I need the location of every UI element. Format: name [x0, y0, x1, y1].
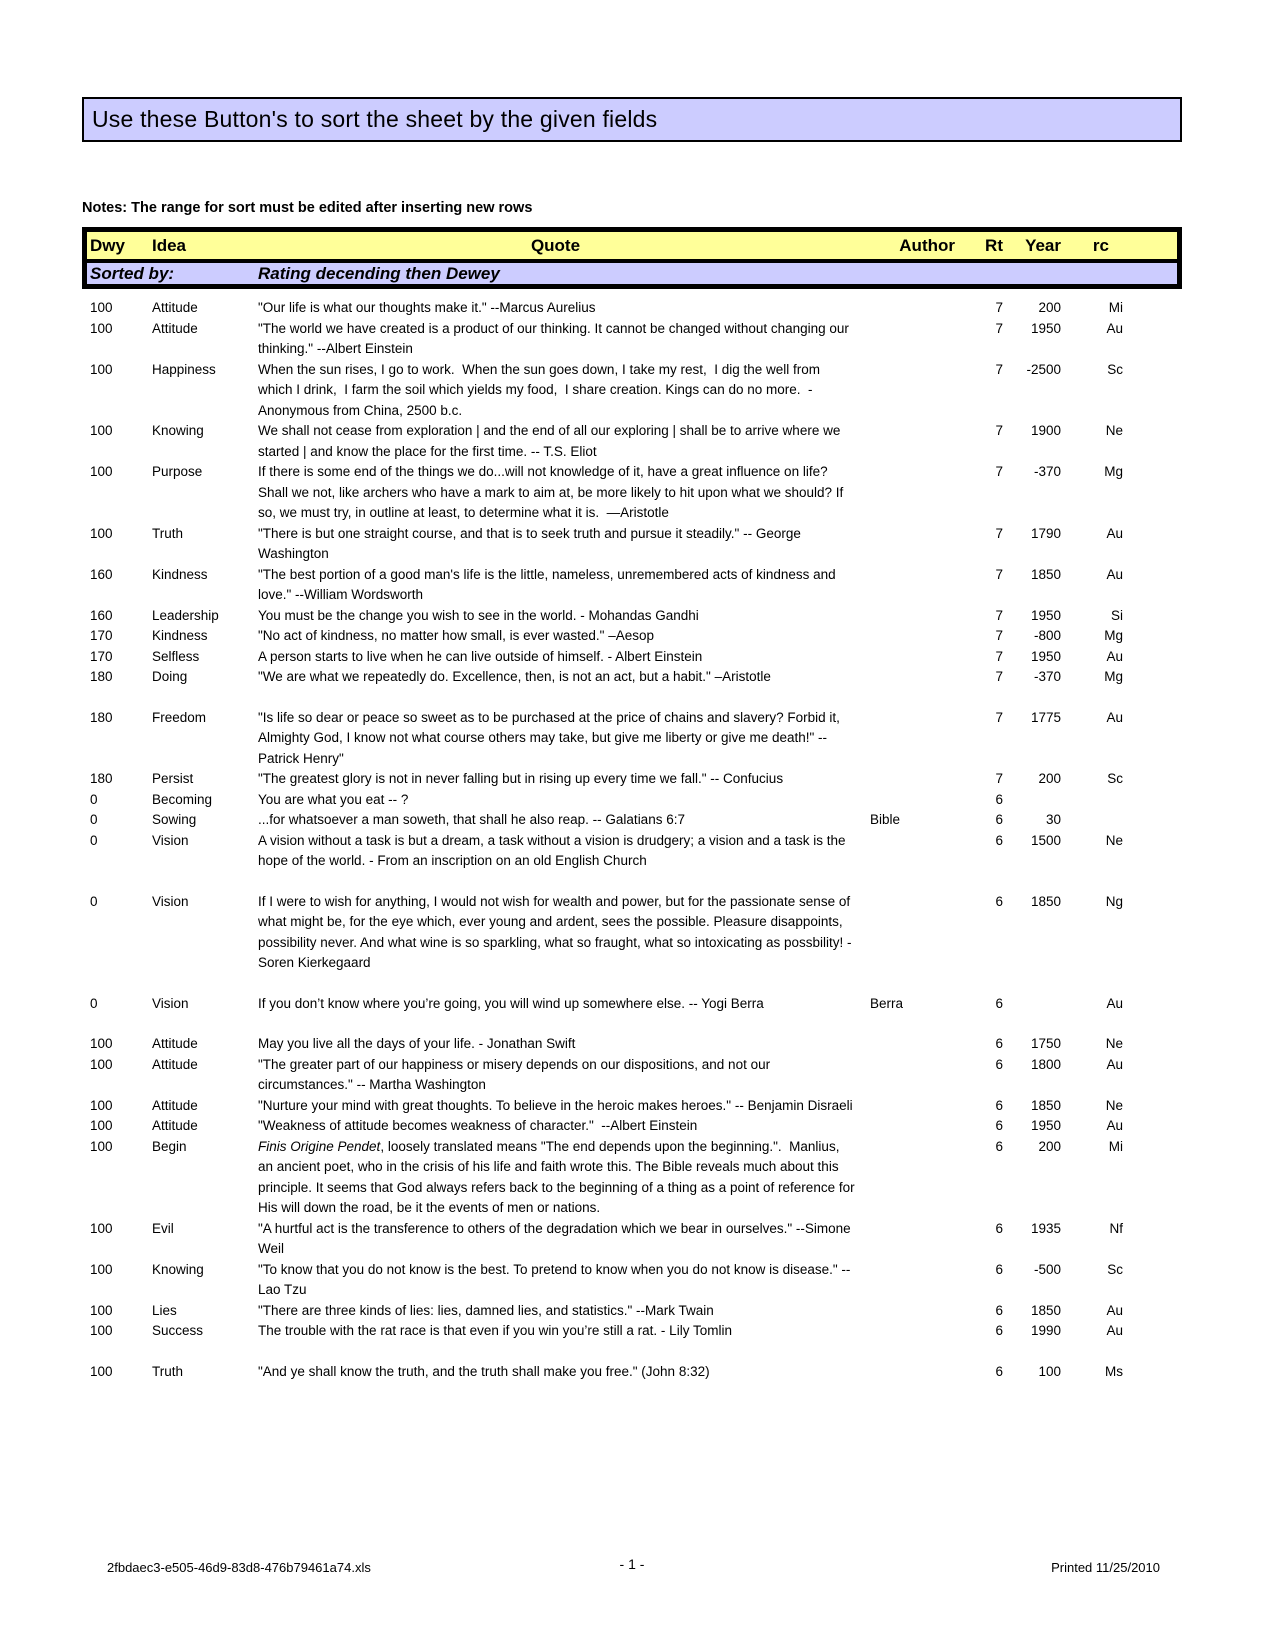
cell-rc: Mg	[1104, 669, 1123, 684]
table-row	[82, 462, 1182, 524]
cell-rc: Au	[1106, 1323, 1123, 1338]
footer-print-date: Printed 11/25/2010	[1051, 1560, 1160, 1575]
cell-idea: Leadership	[152, 607, 219, 623]
cell-dwy: 100	[90, 1261, 113, 1277]
sort-button-rt[interactable]: Rt	[985, 235, 1003, 255]
table-row	[82, 790, 1182, 811]
cell-rc: Au	[1106, 566, 1123, 582]
cell-rt: 7	[995, 669, 1003, 684]
table-row	[82, 1260, 1182, 1301]
cell-rt: 6	[995, 1363, 1003, 1379]
cell-rt: 7	[995, 423, 1003, 438]
sort-button-author[interactable]: Author	[899, 235, 955, 255]
cell-dwy: 180	[90, 709, 113, 725]
cell-dwy: 100	[90, 1138, 113, 1154]
cell-rc: Ne	[1105, 423, 1123, 438]
cell-rt: 7	[995, 300, 1003, 315]
cell-year: 1990	[1030, 1323, 1061, 1338]
cell-year: 30	[1045, 812, 1061, 827]
cell-rt: 7	[995, 361, 1003, 377]
cell-dwy: 100	[90, 1363, 113, 1379]
cell-year: 1750	[1030, 1036, 1061, 1051]
table-row	[82, 565, 1182, 606]
cell-dwy: 100	[90, 320, 113, 336]
cell-rc: Mi	[1108, 1138, 1123, 1154]
cell-rt: 7	[995, 771, 1003, 786]
sorted-by-row	[87, 259, 1177, 284]
cell-year: 200	[1038, 1138, 1061, 1154]
cell-rc: Au	[1106, 525, 1123, 541]
cell-quote: "And ye shall know the truth, and the truth shall make you free." (John 8:32)	[258, 1363, 710, 1379]
cell-idea: Attitude	[152, 300, 198, 315]
cell-dwy: 100	[90, 464, 113, 479]
table-row	[82, 1055, 1182, 1096]
table-row	[82, 1034, 1182, 1055]
cell-rt: 6	[995, 1097, 1003, 1113]
cell-year: 1950	[1030, 648, 1061, 664]
cell-dwy: 100	[90, 1220, 113, 1236]
cell-rc: Sc	[1107, 361, 1123, 377]
cell-year: -2500	[1026, 361, 1061, 377]
cell-quote: "The best portion of a good man's life is the little, nameless, unremembered acts of kindness and love." --William Wordsworth	[258, 566, 840, 602]
cell-quote: "There are three kinds of lies: lies, damned lies, and statistics." --Mark Twain	[258, 1302, 714, 1318]
cell-rt: 7	[995, 464, 1003, 479]
cell-year: 1790	[1030, 525, 1061, 541]
cell-dwy: 170	[90, 628, 113, 643]
cell-rt: 7	[995, 525, 1003, 541]
sort-button-quote[interactable]: Quote	[530, 235, 581, 255]
cell-quote: "Our life is what our thoughts make it." --Marcus Aurelius	[258, 300, 596, 315]
table-row	[82, 1137, 1182, 1219]
cell-year: 1500	[1030, 832, 1061, 848]
cell-rc: Sc	[1107, 771, 1123, 786]
table-row	[82, 1321, 1182, 1342]
cell-quote: When the sun rises, I go to work. When the sun goes down, I take my rest, I dig the well from which I drink, I farm the soil which yields my food, I share creation. Kings can do no more. - Anonymous from China, 2500 b.c.	[258, 361, 824, 418]
cell-rt: 7	[995, 320, 1003, 336]
quote-rows	[82, 298, 1182, 1382]
cell-dwy: 0	[90, 995, 98, 1011]
table-row	[82, 647, 1182, 668]
sorted-by-label: Sorted by:	[90, 263, 175, 283]
footer-page-number: - 1 -	[619, 1556, 645, 1572]
cell-quote: We shall not cease from exploration | and the end of all our exploring | shall be to arrive where we started | and know the place for the first time. -- T.S. Eliot	[258, 423, 845, 459]
cell-rt: 6	[995, 1138, 1003, 1154]
cell-quote: If there is some end of the things we do...will not knowledge of it, have a great influence on life? Shall we not, like archers who have a mark to aim at, be more likely to hit upon what we should? If so, we must try, in outline at least, to determine what it is. —Aristotle	[258, 464, 848, 520]
cell-year: 1850	[1030, 566, 1061, 582]
table-row	[82, 1116, 1182, 1137]
cell-dwy: 160	[90, 607, 113, 623]
cell-rc: Au	[1106, 320, 1123, 336]
cell-author: Bible	[870, 812, 901, 827]
cell-idea: Lies	[152, 1302, 177, 1318]
cell-idea: Selfless	[152, 648, 200, 664]
cell-idea: Freedom	[152, 709, 207, 725]
cell-idea: Truth	[152, 525, 184, 541]
table-row	[82, 994, 1182, 1015]
sort-button-dwy[interactable]: Dwy	[90, 235, 125, 255]
cell-year: 1850	[1030, 1302, 1061, 1318]
table-row	[82, 1219, 1182, 1260]
cell-dwy: 100	[90, 300, 113, 315]
cell-rt: 7	[995, 709, 1003, 725]
cell-rt: 6	[995, 1220, 1003, 1236]
notes-line: Notes: The range for sort must be edited after inserting new rows	[82, 200, 533, 216]
cell-quote: You are what you eat -- ?	[258, 791, 409, 807]
cell-quote: "No act of kindness, no matter how small, is ever wasted." –Aesop	[258, 628, 655, 643]
table-row	[82, 298, 1182, 319]
cell-author: Berra	[870, 995, 904, 1011]
cell-year: 1950	[1030, 1118, 1061, 1133]
cell-dwy: 100	[90, 361, 113, 377]
cell-rc: Sc	[1107, 1261, 1123, 1277]
cell-quote: "Nurture your mind with great thoughts. To believe in the heroic makes heroes." -- Benjamin Disraeli	[258, 1097, 853, 1113]
cell-rc: Si	[1110, 607, 1123, 623]
cell-quote: May you live all the days of your life. - Jonathan Swift	[258, 1036, 576, 1051]
cell-year: 1800	[1030, 1056, 1061, 1072]
cell-dwy: 100	[90, 1097, 113, 1113]
cell-rc: Au	[1106, 1118, 1123, 1133]
cell-rc: Au	[1106, 709, 1123, 725]
cell-rt: 6	[995, 995, 1003, 1011]
table-row	[82, 524, 1182, 565]
cell-dwy: 180	[90, 669, 113, 684]
cell-rc: Ms	[1105, 1363, 1123, 1379]
table-row	[82, 708, 1182, 770]
cell-rt: 6	[995, 812, 1003, 827]
cell-year: -370	[1033, 464, 1061, 479]
cell-quote: "To know that you do not know is the best. To pretend to know when you do not know is disease." --Lao Tzu	[258, 1261, 851, 1297]
table-row	[82, 769, 1182, 790]
sort-instructions-banner	[82, 97, 1182, 142]
cell-quote: ...for whatsoever a man soweth, that shall he also reap. -- Galatians 6:7	[258, 812, 685, 827]
cell-idea: Vision	[152, 832, 189, 848]
cell-quote: If you don’t know where you’re going, you will wind up somewhere else. -- Yogi Berra	[258, 995, 764, 1011]
cell-rc: Au	[1106, 1056, 1123, 1072]
cell-dwy: 0	[90, 791, 98, 807]
cell-rt: 6	[995, 1056, 1003, 1072]
cell-idea: Vision	[152, 893, 189, 909]
cell-dwy: 100	[90, 1302, 113, 1318]
cell-year: 1850	[1030, 893, 1061, 909]
cell-quote: You must be the change you wish to see in the world. - Mohandas Gandhi	[258, 607, 699, 623]
cell-quote: "A hurtful act is the transference to others of the degradation which we bear in ourselves." --Simone Weil	[258, 1220, 855, 1256]
cell-year: 1950	[1030, 320, 1061, 336]
cell-dwy: 170	[90, 648, 113, 664]
cell-dwy: 100	[90, 1323, 113, 1338]
table-row	[82, 421, 1182, 462]
cell-idea: Success	[152, 1323, 204, 1338]
table-row	[82, 1301, 1182, 1322]
cell-quote: "There is but one straight course, and that is to seek truth and pursue it steadily." -- George Washington	[258, 525, 805, 561]
cell-year: 1950	[1030, 607, 1061, 623]
cell-rc: Au	[1106, 1302, 1123, 1318]
cell-quote: "Is life so dear or peace so sweet as to be purchased at the price of chains and slavery? Forbid it, Almighty God, I know not what course others may take, but give me liberty or give me death!" -- Patrick Henry"	[258, 709, 843, 766]
sort-instructions-text: Use these Button's to sort the sheet by the given fields	[92, 106, 658, 132]
cell-idea: Happiness	[152, 361, 216, 377]
cell-idea: Attitude	[152, 1036, 198, 1051]
cell-idea: Knowing	[152, 423, 204, 438]
cell-rc: Mi	[1108, 300, 1123, 315]
cell-rc: Ne	[1105, 1097, 1123, 1113]
cell-idea: Attitude	[152, 1097, 198, 1113]
cell-quote: The trouble with the rat race is that even if you win you’re still a rat. - Lily Tomlin	[258, 1323, 732, 1338]
footer-filename: 2fbdaec3-e505-46d9-83d8-476b79461a74.xls	[107, 1560, 371, 1575]
cell-rt: 6	[995, 1036, 1003, 1051]
cell-idea: Kindness	[152, 566, 208, 582]
cell-quote: "The world we have created is a product of our thinking. It cannot be changed without changing our thinking." --Albert Einstein	[258, 320, 853, 356]
cell-dwy: 100	[90, 1118, 113, 1133]
cell-dwy: 0	[90, 812, 98, 827]
cell-year: 1935	[1030, 1220, 1061, 1236]
cell-year: 100	[1038, 1363, 1061, 1379]
cell-idea: Attitude	[152, 1118, 198, 1133]
cell-idea: Attitude	[152, 320, 198, 336]
cell-quote: If I were to wish for anything, I would not wish for wealth and power, but for the passionate sense of what might be, for the eye which, ever young and ardent, sees the possible. Pleasure disappoints, possibility never. And what wine is so sparkling, what so fraught, what so intoxicating as possbility! - Soren Kierkegaard	[258, 893, 856, 970]
cell-year: 1775	[1030, 709, 1061, 725]
cell-rt: 6	[995, 1323, 1003, 1338]
cell-rt: 6	[995, 832, 1003, 848]
table-row	[82, 810, 1182, 831]
table-row	[82, 1362, 1182, 1383]
printed-sheet-page	[82, 0, 1182, 1382]
cell-rc: Nf	[1109, 1220, 1123, 1236]
cell-idea: Evil	[152, 1220, 174, 1236]
table-row	[82, 831, 1182, 872]
print-footer	[82, 1556, 1182, 1578]
table-row	[82, 606, 1182, 627]
quote-table-header	[82, 227, 1182, 289]
column-header-row	[87, 232, 1177, 259]
cell-year: -500	[1033, 1261, 1061, 1277]
cell-idea: Begin	[152, 1138, 187, 1154]
cell-dwy: 100	[90, 1036, 113, 1051]
cell-quote: "Weakness of attitude becomes weakness of character." --Albert Einstein	[258, 1118, 698, 1133]
cell-rt: 6	[995, 1261, 1003, 1277]
cell-idea: Knowing	[152, 1261, 204, 1277]
cell-rc: Au	[1106, 648, 1123, 664]
cell-rt: 7	[995, 628, 1003, 643]
cell-rt: 7	[995, 648, 1003, 664]
cell-year: -800	[1033, 628, 1061, 643]
cell-rt: 6	[995, 791, 1003, 807]
cell-rc: Ne	[1105, 1036, 1123, 1051]
cell-idea: Sowing	[152, 812, 197, 827]
cell-idea: Purpose	[152, 464, 203, 479]
cell-rc: Mg	[1104, 628, 1123, 643]
cell-idea: Vision	[152, 995, 189, 1011]
sort-button-year[interactable]: Year	[1025, 235, 1061, 255]
cell-year: 200	[1038, 771, 1061, 786]
cell-quote: Finis Origine Pendet, loosely translated means "The end depends upon the beginning.". Manlius, an ancient poet, who in the crisis of his life and faith wrote this. The Bible reveals much about this principle. It seems that God always refers back to the beginning of a thing as a point of reference for His will down the road, be it the events of men or nations.	[258, 1138, 859, 1215]
cell-dwy: 0	[90, 832, 98, 848]
cell-dwy: 100	[90, 1056, 113, 1072]
sort-button-idea[interactable]: Idea	[152, 235, 187, 255]
cell-rt: 6	[995, 1118, 1003, 1133]
cell-year: 200	[1038, 300, 1061, 315]
cell-year: -370	[1033, 669, 1061, 684]
cell-quote: A person starts to live when he can live outside of himself. - Albert Einstein	[258, 648, 703, 664]
cell-dwy: 100	[90, 423, 113, 438]
cell-quote: "We are what we repeatedly do. Excellence, then, is not an act, but a habit." –Aristotle	[258, 669, 771, 684]
cell-rt: 7	[995, 566, 1003, 582]
cell-quote: "The greatest glory is not in never falling but in rising up every time we fall." -- Confucius	[258, 771, 784, 786]
cell-year: 1850	[1030, 1097, 1061, 1113]
cell-rc: Ng	[1105, 893, 1123, 909]
table-row	[82, 360, 1182, 422]
cell-dwy: 160	[90, 566, 113, 582]
table-row	[82, 892, 1182, 974]
cell-idea: Becoming	[152, 791, 213, 807]
cell-dwy: 180	[90, 771, 113, 786]
sort-button-rc[interactable]: rc	[1092, 235, 1109, 255]
cell-idea: Truth	[152, 1363, 184, 1379]
table-row	[82, 667, 1182, 688]
cell-dwy: 0	[90, 893, 98, 909]
cell-quote: A vision without a task is but a dream, a task without a vision is drudgery; a vision and a task is the hope of the world. - From an inscription on an old English Church	[258, 832, 850, 868]
cell-year: 1900	[1030, 423, 1061, 438]
cell-idea: Kindness	[152, 628, 208, 643]
cell-rt: 6	[995, 893, 1003, 909]
cell-rt: 7	[995, 607, 1003, 623]
cell-idea: Doing	[152, 669, 188, 684]
cell-rc: Ne	[1105, 832, 1123, 848]
cell-quote: "The greater part of our happiness or misery depends on our dispositions, and not our circumstances." -- Martha Washington	[258, 1056, 774, 1092]
cell-rc: Mg	[1104, 464, 1123, 479]
table-row	[82, 319, 1182, 360]
cell-idea: Attitude	[152, 1056, 198, 1072]
table-row	[82, 1096, 1182, 1117]
cell-idea: Persist	[152, 771, 194, 786]
cell-rc: Au	[1106, 995, 1123, 1011]
sorted-by-value: Rating decending then Dewey	[258, 263, 500, 283]
cell-dwy: 100	[90, 525, 113, 541]
table-row	[82, 626, 1182, 647]
cell-rt: 6	[995, 1302, 1003, 1318]
